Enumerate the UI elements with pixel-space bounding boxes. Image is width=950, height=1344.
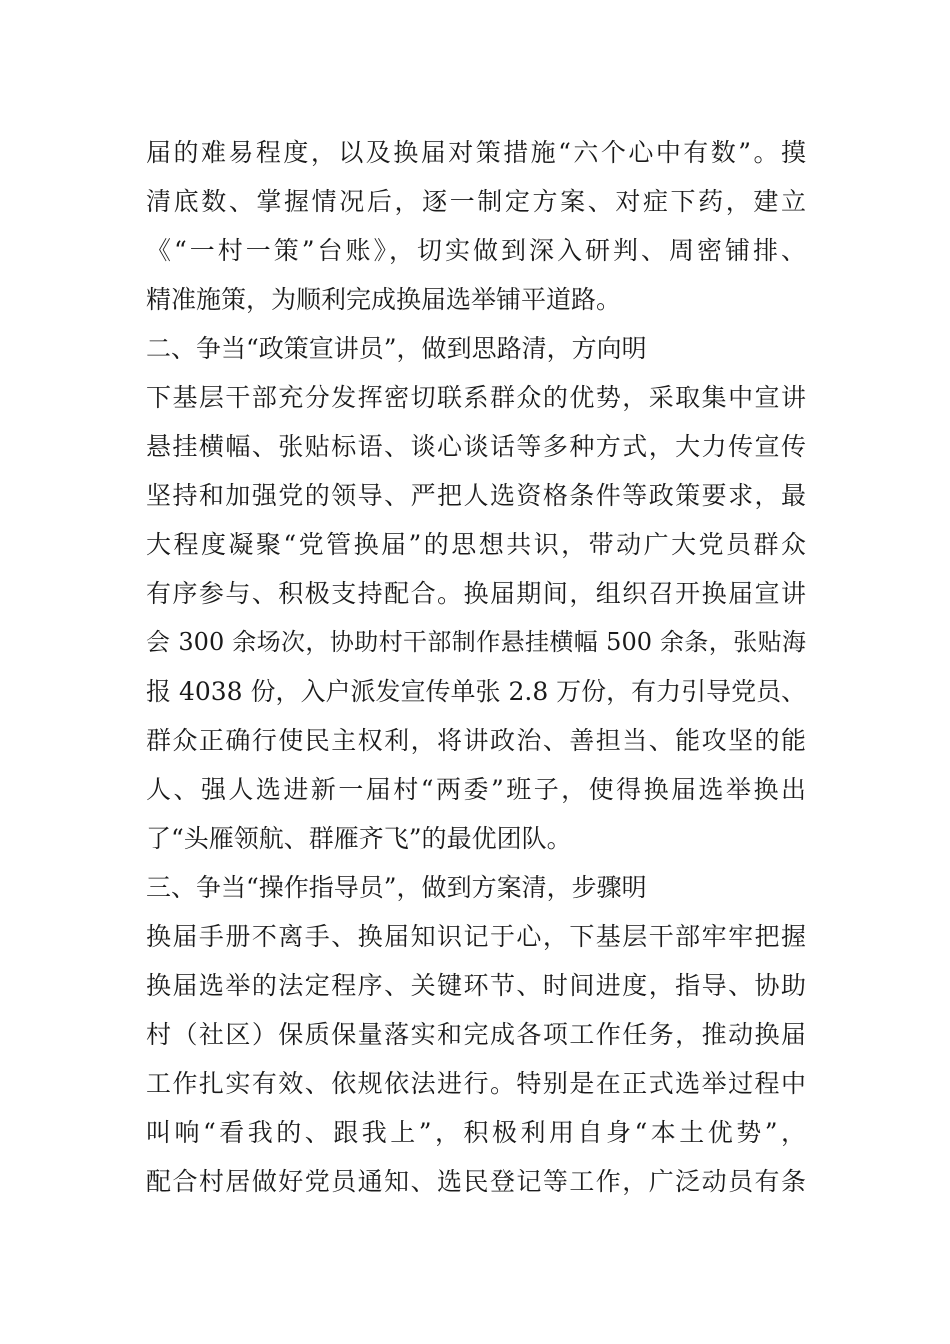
text-line-20: 工作扎实有效、依规依法进行。特别是在正式选举过程中 [146, 1069, 806, 1098]
text-line-19: 村（社区）保质保量落实和完成各项工作任务，推动换届 [146, 1020, 806, 1049]
section-heading-3: 三、争当“操作指导员”，做到方案清，步骤明 [146, 873, 647, 902]
text-line-21: 叫响“看我的、跟我上”，积极利用自身“本土优势”， [146, 1118, 806, 1147]
section-heading-2: 二、争当“政策宣讲员”，做到思路清，方向明 [146, 334, 647, 363]
text-line-10: 有序参与、积极支持配合。换届期间，组织召开换届宣讲 [146, 579, 806, 608]
text-line-6: 下基层干部充分发挥密切联系群众的优势，采取集中宣讲 [146, 383, 806, 412]
text-line-18: 换届选举的法定程序、关键环节、时间进度，指导、协助 [146, 971, 806, 1000]
text-line-1: 届的难易程度，以及换届对策措施“六个心中有数”。摸 [146, 138, 806, 167]
text-line-15: 了“头雁领航、群雁齐飞”的最优团队。 [146, 824, 572, 853]
text-line-22: 配合村居做好党员通知、选民登记等工作，广泛动员有条 [146, 1167, 806, 1196]
text-line-7: 悬挂横幅、张贴标语、谈心谈话等多种方式，大力传宣传 [146, 432, 806, 461]
text-line-13: 群众正确行使民主权利，将讲政治、善担当、能攻坚的能 [146, 726, 806, 755]
text-line-14: 人、强人选进新一届村“两委”班子，使得换届选举换出 [146, 775, 806, 804]
text-line-3: 《“一村一策”台账》，切实做到深入研判、周密铺排、 [146, 236, 806, 265]
text-line-12: 报 4038 份，入户派发宣传单张 2.8 万份，有力引导党员、 [146, 677, 806, 706]
text-line-17: 换届手册不离手、换届知识记于心，下基层干部牢牢把握 [146, 922, 806, 951]
document-body [146, 128, 806, 1206]
text-line-9: 大程度凝聚“党管换届”的思想共识，带动广大党员群众 [146, 530, 806, 559]
text-line-4: 精准施策，为顺利完成换届选举铺平道路。 [146, 285, 622, 314]
text-line-2: 清底数、掌握情况后，逐一制定方案、对症下药，建立 [146, 187, 806, 216]
text-line-8: 坚持和加强党的领导、严把人选资格条件等政策要求，最 [146, 481, 806, 510]
text-line-11: 会 300 余场次，协助村干部制作悬挂横幅 500 余条，张贴海 [146, 628, 806, 656]
